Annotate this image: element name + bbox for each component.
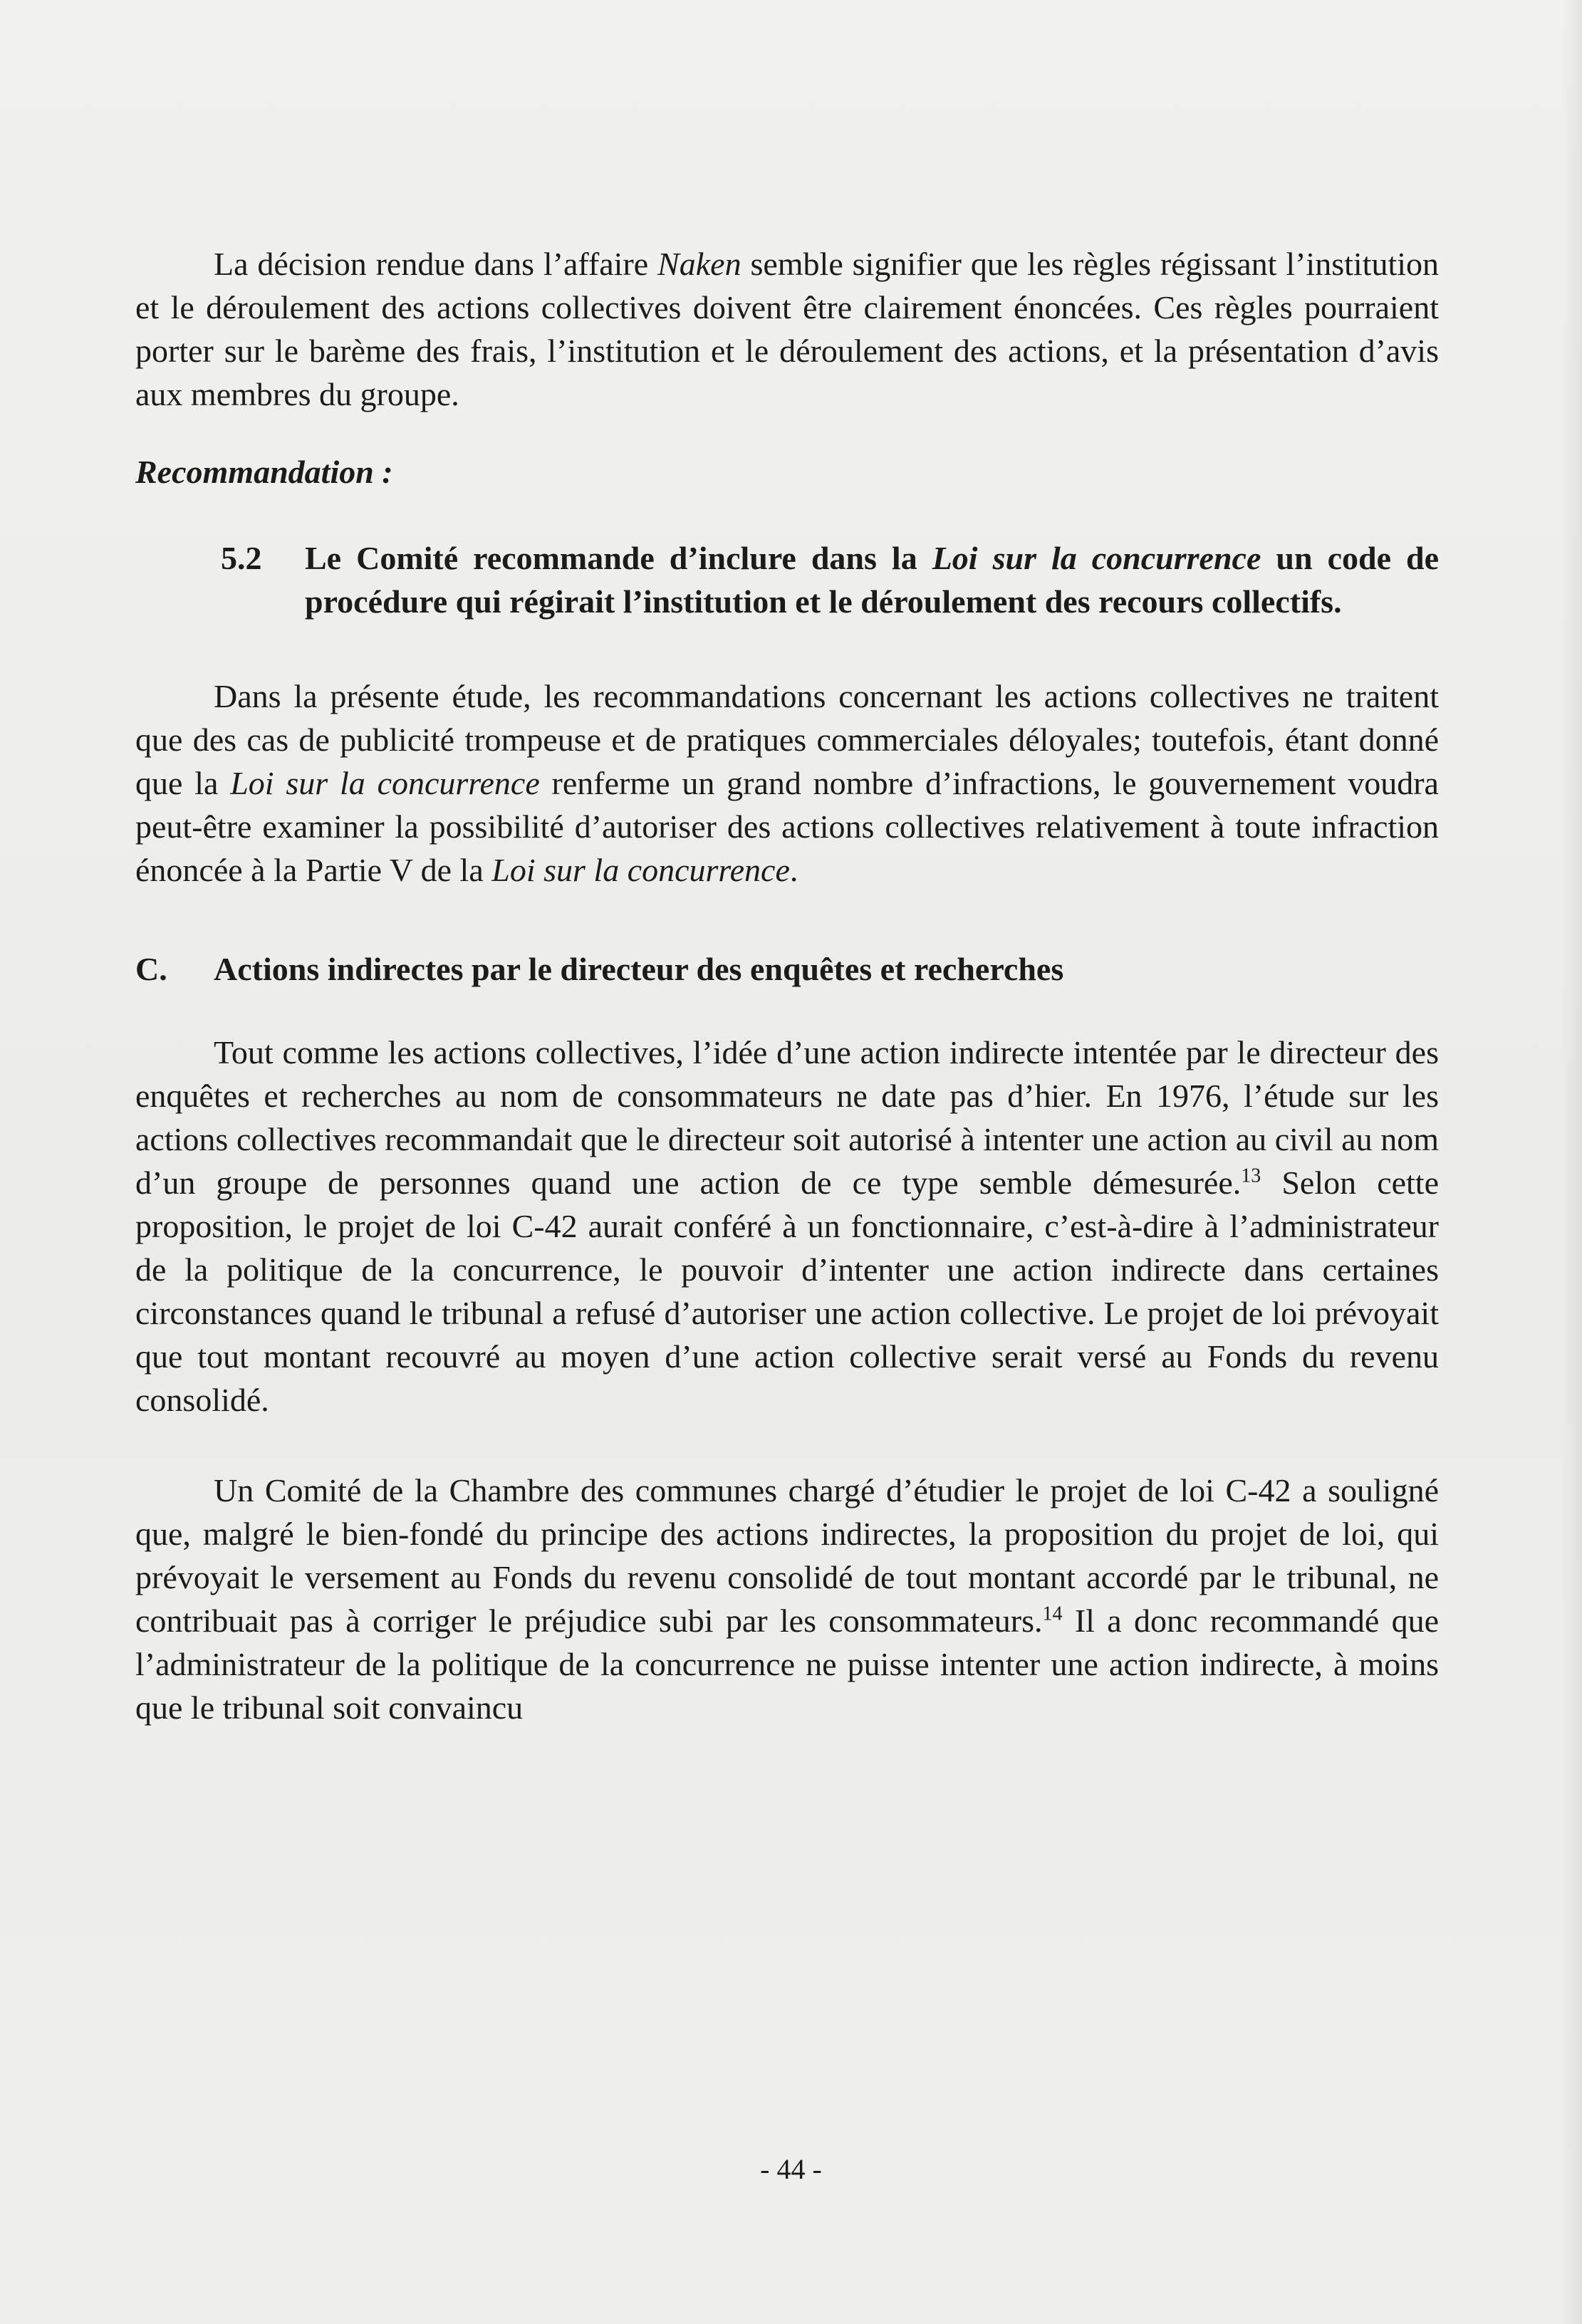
recommendation-text-part: Le Comité recommande d’inclure dans la [305, 540, 932, 576]
paragraph-text: semble signifier que les règles régissant l’institution et le déroulement des actions collectives doivent être clairement énoncées. Ces règles pourraient porter sur le barème des frais, l’institution et le déroulement des actions, et la présentation d’avis aux membres du groupe. [135, 246, 1439, 412]
paragraph-house-committee [135, 1469, 1439, 1729]
page-number: - 44 - [760, 2153, 822, 2185]
law-title-italic: Loi sur la concurrence [491, 852, 790, 888]
case-name-italic: Naken [657, 246, 741, 282]
page-content [135, 242, 1439, 1729]
paragraph-text: Tout comme les actions collectives, l’idée d’une action indirecte intentée par le directeur des enquêtes et recherches au nom de consommateurs ne date pas d’hier. En 1976, l’étude sur les actions collectives recommandait que le directeur soit autorisé à intenter une action au civil au nom d’un groupe de personnes quand une action de ce type semble démesurée. [135, 1034, 1439, 1201]
section-heading-c [135, 947, 1439, 991]
paragraph-class-actions [135, 674, 1439, 892]
paragraph-text: La décision rendue dans l’affaire [214, 246, 658, 282]
paragraph-text: renferme un grand nombre d’infractions, le gouvernement voudra peut-être examiner la possibilité d’autoriser des actions collectives relativement à toute infraction énoncée à la Partie V de la [135, 765, 1439, 888]
recommendation-number: 5.2 [221, 540, 262, 576]
page-edge-shadow [1561, 0, 1582, 2324]
paragraph-text: Selon cette proposition, le projet de loi C-42 aurait conféré à un fonctionnaire, c’est-à-dire à l’administrateur de la politique de la concurrence, le pouvoir d’intenter une action indirecte dans certaines circonstances quand le tribunal a refusé d’autoriser une action collective. Le projet de loi prévoyait que tout montant recouvré au moyen d’une action collective serait versé au Fonds du revenu consolidé. [135, 1164, 1440, 1418]
footnote-marker: 13 [1241, 1164, 1261, 1187]
paragraph-text: . [789, 852, 798, 888]
recommendation-text [305, 536, 1439, 623]
section-letter: C. [135, 951, 167, 987]
recommendation-text-part: un code de procédure qui régirait l’institution et le déroulement des recours collectifs. [305, 540, 1439, 620]
footnote-marker: 14 [1042, 1603, 1063, 1625]
paragraph-text: Il a donc recommandé que l’administrateur de la politique de la concurrence ne puisse intenter une action indirecte, à moins que le tribunal soit convaincu [135, 1603, 1439, 1726]
paragraph-naken [135, 242, 1439, 416]
law-title-italic: Loi sur la concurrence [932, 540, 1261, 576]
recommendation-block [135, 536, 1439, 623]
section-title: Actions indirectes par le directeur des enquêtes et recherches [214, 951, 1064, 987]
law-title-italic: Loi sur la concurrence [230, 765, 540, 801]
paragraph-indirect-actions [135, 1031, 1439, 1422]
paragraph-text: Dans la présente étude, les recommandations concernant les actions collectives ne traitent que des cas de publicité trompeuse et de pratiques commerciales déloyales; toutefois, étant donné que la [135, 678, 1439, 801]
paragraph-text: Un Comité de la Chambre des communes chargé d’étudier le projet de loi C-42 a souligné que, malgré le bien-fondé du principe des actions indirectes, la proposition du projet de loi, qui prévoyait le versement au Fonds du revenu consolidé de tout montant accordé par le tribunal, ne contribuait pas à corriger le préjudice subi par les consommateurs. [135, 1472, 1439, 1639]
recommendation-label: Recommandation : [135, 454, 393, 490]
